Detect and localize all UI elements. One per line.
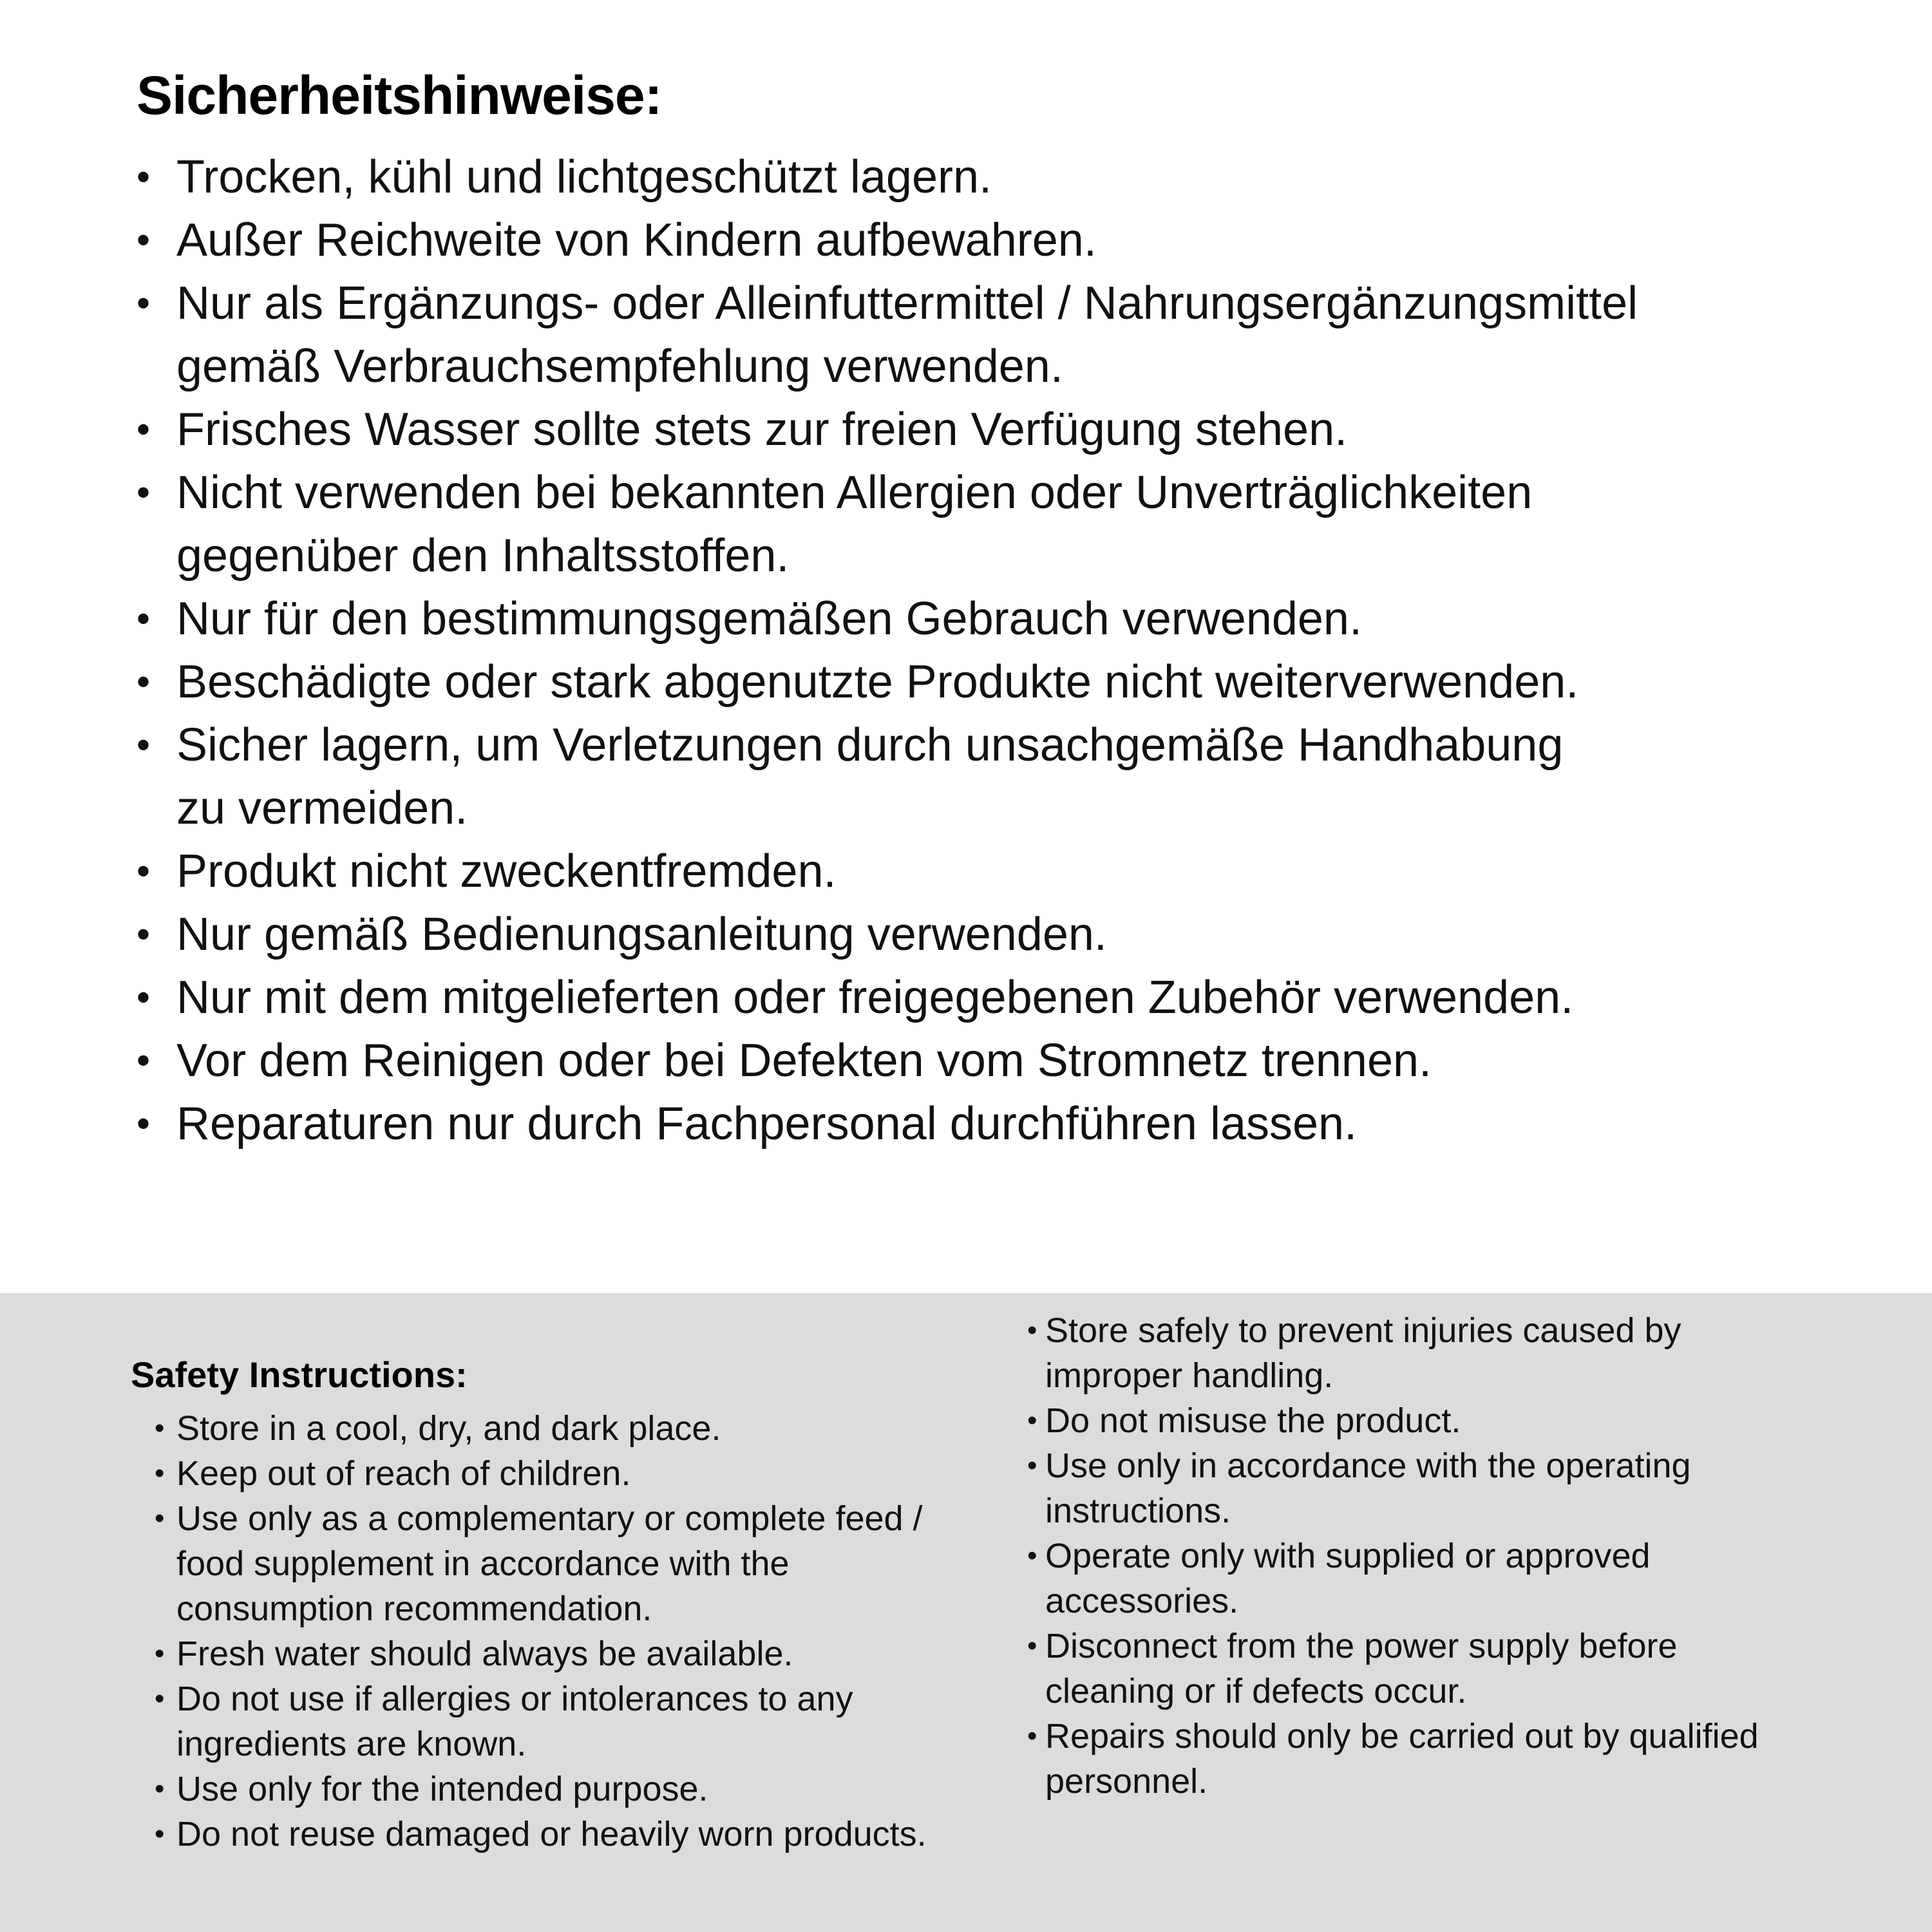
list-item-text: [176, 1406, 1007, 1451]
list-item-line: Reparaturen nur durch Fachpersonal durchführen lassen.: [176, 1098, 1358, 1150]
bullet-icon: •: [155, 1502, 165, 1534]
list-item-text: [1045, 1624, 1890, 1714]
list-item-line: Do not reuse damaged or heavily worn products.: [176, 1815, 927, 1853]
list-item-line: cleaning or if defects occur.: [1045, 1672, 1467, 1710]
bullet-icon: •: [1027, 1720, 1037, 1752]
list-item: [155, 1676, 1007, 1766]
list-item: [155, 1451, 1007, 1496]
bullet-icon: •: [137, 913, 151, 956]
list-item-text: [176, 1451, 1007, 1496]
list-item-text: [176, 587, 1850, 650]
bullet-icon: •: [137, 281, 151, 325]
list-item: [155, 1406, 1007, 1451]
list-item: [137, 966, 1850, 1029]
list-item-line: Nur gemäß Bedienungsanleitung verwenden.: [176, 909, 1107, 960]
bullet-icon: •: [137, 849, 151, 893]
list-item-line: gegenüber den Inhaltsstoffen.: [176, 530, 790, 582]
bullet-icon: •: [155, 1773, 165, 1804]
list-item-line: Fresh water should always be available.: [176, 1634, 793, 1673]
bullet-icon: •: [1027, 1405, 1037, 1436]
list-item-line: Do not use if allergies or intolerances to any: [176, 1680, 853, 1718]
list-item: [155, 1496, 1007, 1631]
list-item-text: [176, 209, 1850, 272]
list-item-line: consumption recommendation.: [176, 1589, 652, 1628]
list-item: [137, 1029, 1850, 1092]
list-item-text: [176, 1676, 1007, 1766]
list-item-line: Repairs should only be carried out by qualified: [1045, 1717, 1759, 1756]
list-item: [1027, 1443, 1890, 1533]
list-item: [137, 209, 1850, 272]
bullet-icon: •: [155, 1683, 165, 1714]
list-item-line: accessories.: [1045, 1582, 1239, 1620]
english-section-panel: [0, 1293, 1932, 1932]
bullet-icon: •: [155, 1457, 165, 1489]
list-item-line: zu vermeiden.: [176, 782, 468, 834]
list-item-text: [1045, 1308, 1890, 1398]
bullet-icon: •: [1027, 1314, 1037, 1346]
bullet-icon: •: [1027, 1450, 1037, 1481]
list-item: [1027, 1398, 1890, 1443]
list-item-line: Nur mit dem mitgelieferten oder freigegebenen Zubehör verwenden.: [176, 972, 1574, 1023]
list-item: [137, 1092, 1850, 1155]
list-item-line: Disconnect from the power supply before: [1045, 1627, 1678, 1665]
list-item: [137, 903, 1850, 966]
list-item: [137, 398, 1850, 461]
list-item-text: [176, 903, 1850, 966]
list-item-text: [176, 146, 1850, 209]
list-item-line: ingredients are known.: [176, 1725, 527, 1763]
bullet-icon: •: [155, 1638, 165, 1669]
bullet-icon: •: [155, 1412, 165, 1444]
german-section: [137, 65, 1850, 1155]
list-item-text: [176, 714, 1850, 840]
english-section-title: Safety Instructions:: [131, 1354, 468, 1395]
bullet-icon: •: [137, 976, 151, 1019]
list-item-text: [1045, 1714, 1890, 1804]
list-item-text: [176, 1029, 1850, 1092]
list-item-text: [1045, 1533, 1890, 1624]
list-item-line: Store in a cool, dry, and dark place.: [176, 1409, 721, 1448]
list-item: [137, 840, 1850, 903]
english-safety-list-right: [1027, 1308, 1890, 1804]
list-item-line: Nicht verwenden bei bekannten Allergien oder Unverträglichkeiten: [176, 467, 1533, 518]
list-item-text: [176, 1812, 1007, 1857]
bullet-icon: •: [155, 1818, 165, 1850]
list-item-line: Beschädigte oder stark abgenutzte Produkte nicht weiterverwenden.: [176, 656, 1579, 708]
list-item-line: Nur für den bestimmungsgemäßen Gebrauch verwenden.: [176, 593, 1362, 645]
list-item-line: Use only in accordance with the operating: [1045, 1446, 1691, 1485]
english-safety-list-left: [131, 1406, 1007, 1857]
list-item-text: [1045, 1443, 1890, 1533]
list-item: [1027, 1533, 1890, 1624]
list-item-line: Nur als Ergänzungs- oder Alleinfuttermittel / Nahrungsergänzungsmittel: [176, 278, 1638, 329]
list-item-line: Produkt nicht zweckentfremden.: [176, 846, 837, 897]
german-section-title: Sicherheitshinweise:: [137, 65, 662, 126]
list-item-text: [1045, 1398, 1890, 1443]
list-item-line: Use only for the intended purpose.: [176, 1770, 708, 1808]
list-item-text: [176, 966, 1850, 1029]
list-item: [155, 1812, 1007, 1857]
english-right-column: [1027, 1308, 1890, 1804]
list-item-line: improper handling.: [1045, 1356, 1334, 1395]
list-item-line: Sicher lagern, um Verletzungen durch unsachgemäße Handhabung: [176, 719, 1564, 771]
list-item-line: Keep out of reach of children.: [176, 1454, 631, 1493]
list-item-text: [176, 1766, 1007, 1812]
bullet-icon: •: [137, 723, 151, 766]
list-item-line: Do not misuse the product.: [1045, 1401, 1461, 1440]
list-item: [1027, 1714, 1890, 1804]
english-left-column: [131, 1356, 1007, 1857]
list-item-line: Trocken, kühl und lichtgeschützt lagern.: [176, 151, 992, 203]
german-safety-list: [137, 146, 1850, 1155]
list-item-text: [176, 272, 1850, 398]
list-item: [137, 146, 1850, 209]
bullet-icon: •: [137, 1102, 151, 1145]
list-item-line: Use only as a complementary or complete feed /: [176, 1499, 923, 1538]
list-item-text: [176, 398, 1850, 461]
list-item-text: [176, 650, 1850, 714]
list-item: [137, 587, 1850, 650]
list-item: [137, 461, 1850, 587]
list-item-line: gemäß Verbrauchsempfehlung verwenden.: [176, 341, 1063, 392]
list-item: [1027, 1308, 1890, 1398]
bullet-icon: •: [137, 471, 151, 514]
list-item-text: [176, 1631, 1007, 1676]
bullet-icon: •: [137, 1039, 151, 1082]
list-item-text: [176, 1092, 1850, 1155]
list-item-line: food supplement in accordance with the: [176, 1544, 790, 1583]
list-item-line: instructions.: [1045, 1492, 1231, 1530]
list-item: [155, 1631, 1007, 1676]
bullet-icon: •: [1027, 1630, 1037, 1662]
list-item: [137, 714, 1850, 840]
list-item-text: [176, 840, 1850, 903]
list-item-text: [176, 461, 1850, 587]
bullet-icon: •: [137, 155, 151, 198]
bullet-icon: •: [137, 660, 151, 703]
list-item-line: personnel.: [1045, 1762, 1208, 1801]
bullet-icon: •: [137, 597, 151, 640]
list-item-line: Store safely to prevent injuries caused by: [1045, 1311, 1681, 1350]
bullet-icon: •: [1027, 1540, 1037, 1571]
list-item: [137, 650, 1850, 714]
bullet-icon: •: [137, 408, 151, 451]
list-item: [137, 272, 1850, 398]
list-item-line: Vor dem Reinigen oder bei Defekten vom Stromnetz trennen.: [176, 1035, 1432, 1086]
list-item-line: Frisches Wasser sollte stets zur freien Verfügung stehen.: [176, 404, 1348, 455]
list-item-line: Außer Reichweite von Kindern aufbewahren.: [176, 214, 1097, 266]
list-item: [155, 1766, 1007, 1812]
list-item-text: [176, 1496, 1007, 1631]
list-item: [1027, 1624, 1890, 1714]
bullet-icon: •: [137, 218, 151, 261]
list-item-line: Operate only with supplied or approved: [1045, 1537, 1651, 1575]
